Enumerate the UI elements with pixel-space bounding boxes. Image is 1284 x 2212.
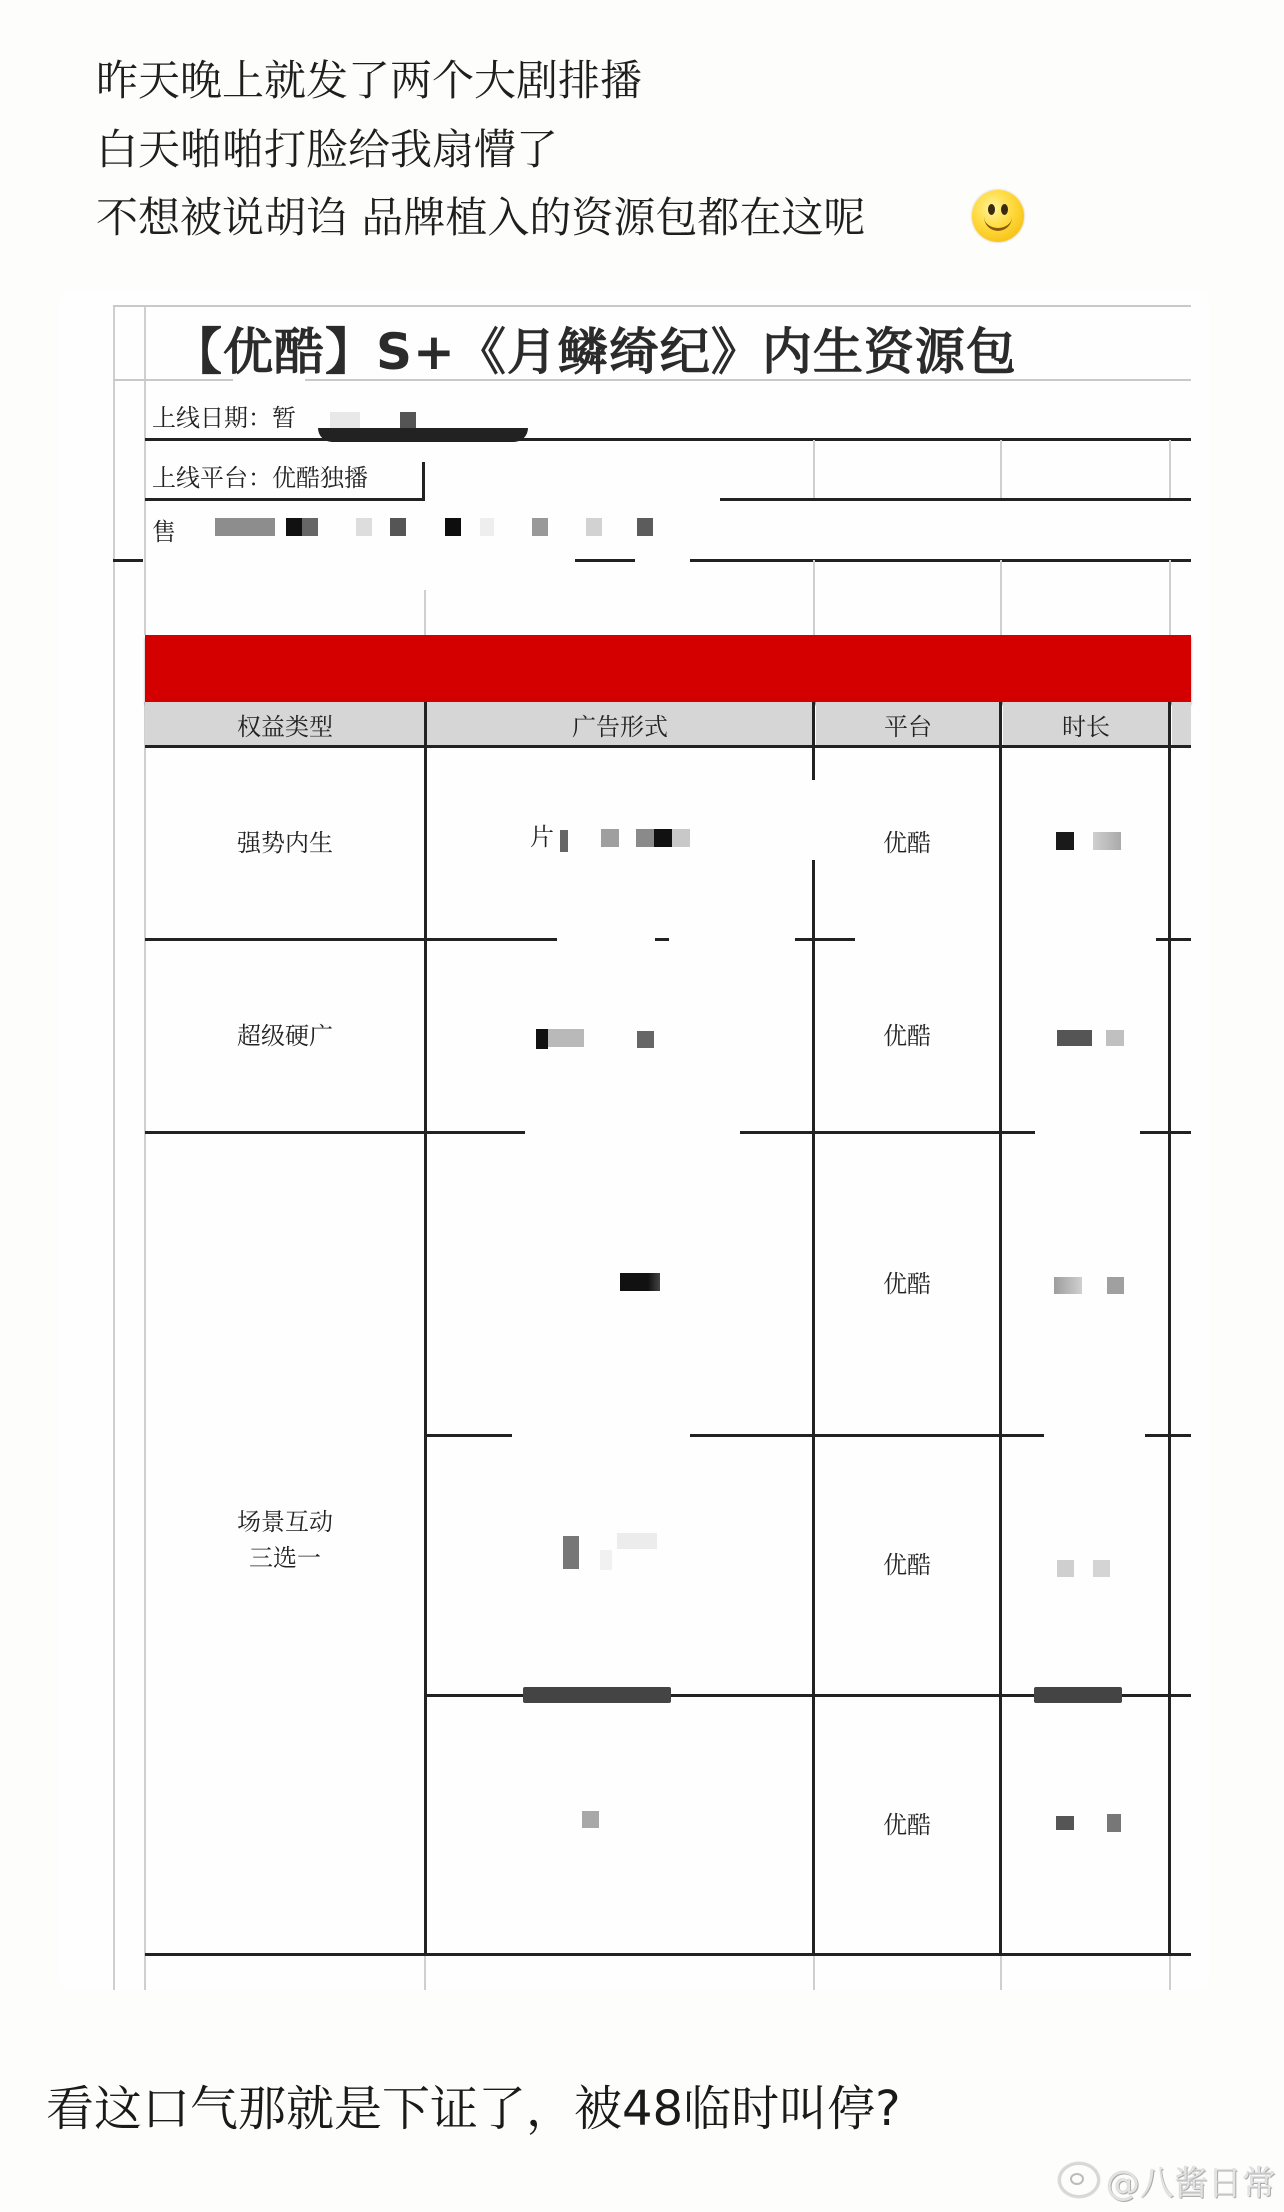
redaction-block <box>1057 1030 1092 1046</box>
redaction-block <box>356 518 372 536</box>
redaction-block <box>523 1687 671 1703</box>
redaction-block <box>637 518 653 536</box>
redaction-block <box>1056 832 1074 850</box>
row-border <box>720 498 1191 501</box>
grid-line <box>813 440 815 500</box>
redaction-block <box>1093 1560 1110 1577</box>
redaction-block <box>1054 1277 1082 1294</box>
cell-type-row-1: 强势内生 <box>237 829 333 857</box>
row-border <box>145 498 425 501</box>
redaction-block <box>637 1031 654 1048</box>
row-border <box>145 438 1191 441</box>
cell-platform-row-1: 优酷 <box>883 829 931 857</box>
column-border <box>1168 702 1171 1954</box>
redaction-block <box>548 1029 584 1047</box>
redaction-block <box>536 1029 548 1049</box>
redaction-block <box>1106 1030 1124 1046</box>
redaction-block <box>1093 832 1121 850</box>
redaction-block <box>672 829 690 847</box>
cell-type-line-1: 场景互动 <box>237 1508 333 1536</box>
redaction-block <box>560 830 568 852</box>
grid-line <box>424 590 426 635</box>
redaction-block <box>215 518 275 536</box>
column-border <box>999 702 1002 1954</box>
redaction-block <box>302 518 318 536</box>
row-border <box>113 559 143 562</box>
watermark <box>1058 2160 1276 2204</box>
launch-date-label: 上线日期：暂 <box>152 404 296 432</box>
column-header-duration: 时长 <box>1003 702 1169 746</box>
grid-line <box>113 305 115 1990</box>
column-header-type: 权益类型 <box>145 702 425 746</box>
row-border <box>1156 938 1191 941</box>
redaction-block <box>400 412 416 428</box>
cell-platform-row-5: 优酷 <box>883 1810 931 1839</box>
launch-platform-label: 上线平台：优酷独播 <box>152 464 368 492</box>
row-border <box>575 559 635 562</box>
redaction-block <box>1057 1560 1074 1577</box>
redaction-block <box>636 829 654 847</box>
post-text-line-3: 不想被说胡诌 品牌植入的资源包都在这呢 <box>96 193 866 242</box>
cell-type-line-2: 三选一 <box>249 1544 321 1572</box>
redaction-block <box>445 518 461 536</box>
row-border <box>424 1434 512 1437</box>
redaction-block <box>1056 1816 1074 1830</box>
red-header-bar <box>145 635 1191 702</box>
row-border <box>1140 1131 1191 1134</box>
grid-line <box>144 305 146 635</box>
grid-line <box>1169 1956 1171 1990</box>
redaction-block <box>620 1273 660 1291</box>
redaction-block <box>390 518 406 536</box>
redaction-block <box>654 829 672 847</box>
redaction-block <box>601 829 619 847</box>
row-border <box>655 938 669 941</box>
grid-line <box>813 560 815 635</box>
grid-line <box>113 305 1191 307</box>
grid-line <box>1000 1956 1002 1990</box>
column-header-ad-form: 广告形式 <box>427 702 813 746</box>
column-header-platform: 平台 <box>816 702 1000 746</box>
redaction-block <box>1034 1687 1122 1703</box>
redaction-block <box>617 1533 657 1549</box>
redaction-block <box>286 518 302 536</box>
cell-platform-row-2: 优酷 <box>883 1021 931 1050</box>
column-header-extra <box>1172 702 1191 746</box>
post-caption: 看这口气那就是下证了，被48临时叫停? <box>46 2081 901 2137</box>
redaction-block <box>1107 1277 1124 1294</box>
row-border <box>1145 1434 1191 1437</box>
redaction-block <box>582 1811 599 1828</box>
redaction-block <box>586 518 602 536</box>
row-border <box>690 559 1191 562</box>
watermark-text: @八酱日常 <box>1106 2163 1276 2204</box>
cell-platform-row-3: 优酷 <box>883 1269 931 1298</box>
grid-line <box>424 1956 426 1990</box>
redaction-block <box>532 518 548 536</box>
weibo-logo-icon <box>1058 2162 1100 2198</box>
cell-border <box>422 462 425 500</box>
redaction-block <box>480 518 494 536</box>
post-text-line-1: 昨天晚上就发了两个大剧排播 <box>96 56 643 105</box>
cell-type-row-2: 超级硬广 <box>237 1021 333 1050</box>
table-bottom-border <box>145 1953 1191 1956</box>
grid-line <box>1169 440 1171 500</box>
cell-platform-row-4: 优酷 <box>883 1551 931 1579</box>
sheet-title: 【优酷】S+《月鳞绮纪》内生资源包 <box>172 323 1017 381</box>
spreadsheet-image[interactable] <box>58 290 1210 1990</box>
row-border <box>145 1131 525 1134</box>
cell-type-row-3 <box>145 1500 425 1580</box>
smile-emoji-icon <box>972 190 1024 242</box>
redaction-block <box>600 1550 612 1570</box>
sales-label: 售 <box>152 518 176 546</box>
redaction-block <box>1107 1814 1121 1832</box>
grid-line <box>1000 560 1002 635</box>
grid-line <box>1000 440 1002 500</box>
redaction-block <box>563 1536 579 1569</box>
grid-line <box>813 1956 815 1990</box>
cell-ad-form-row-1: 片 <box>530 823 554 851</box>
post-text-line-2: 白天啪啪打脸给我扇懵了 <box>96 125 559 174</box>
grid-line <box>1169 560 1171 635</box>
